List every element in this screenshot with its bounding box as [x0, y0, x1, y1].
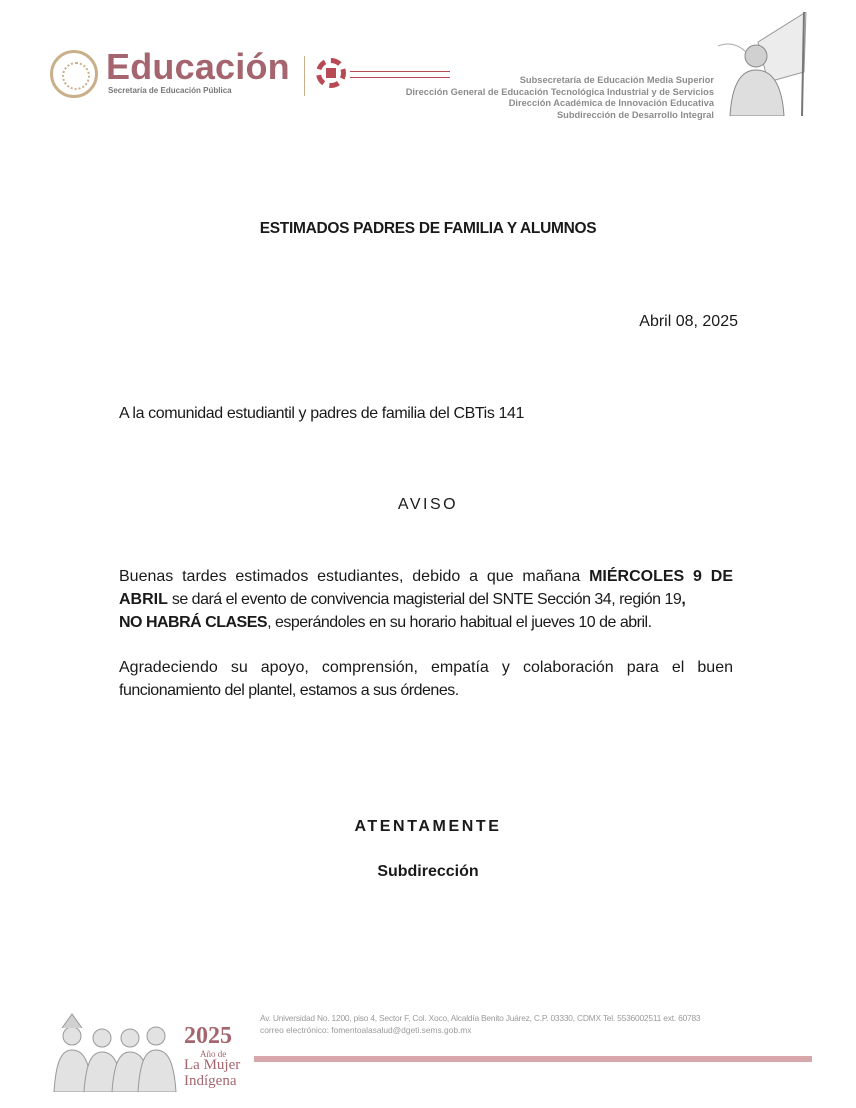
woman-with-flag-illustration-icon [718, 12, 810, 116]
p2-text-2: funcionamiento del plantel, estamos a sus órdenes. [119, 682, 459, 699]
footer-email: correo electrónico: fomentoalasalud@dgeti.sems.gob.mx [260, 1025, 472, 1035]
notice-paragraph [119, 565, 733, 634]
letter-date: Abril 08, 2025 [639, 313, 738, 330]
p1-date-bold: MIÉRCOLES 9 DE ABRIL [119, 568, 733, 608]
header-line-3: Dirección Académica de Innovación Educativa [508, 98, 714, 109]
notice-title: AVISO [397, 496, 459, 513]
p1-no-classes-bold: NO HABRÁ CLASES [119, 614, 268, 631]
education-logo-title: Educación [106, 46, 290, 87]
dgeti-gear-logo-icon [316, 58, 346, 88]
p2-text-1: Agradeciendo su apoyo, comprensión, empatía y colaboración para el buen [119, 659, 733, 676]
footer-address: Av. Universidad No. 1200, piso 4, Sector F, Col. Xoco, Alcaldía Benito Juárez, C.P. 03330, CDMX Tel. 5536002511 ext. 60783 [260, 1013, 701, 1023]
year-2025-text: 2025 [184, 1023, 232, 1049]
year-caption-2: La Mujer [184, 1057, 241, 1073]
footer-bar [254, 1056, 812, 1062]
p1-comma-bold: , [681, 591, 686, 608]
gratitude-paragraph [119, 656, 733, 702]
header-line-4: Subdirección de Desarrollo Integral [556, 110, 714, 121]
header-institution-lines [406, 75, 714, 122]
header-line-2: Dirección General de Educación Tecnológica Industrial y de Servicios [405, 86, 714, 97]
p1-text-1: Buenas tardes estimados estudiantes, debido a que mañana [119, 568, 590, 585]
letter-heading: ESTIMADOS PADRES DE FAMILIA Y ALUMNOS [259, 220, 597, 237]
p1-text-2: se dará el evento de convivencia magisterial del SNTE Sección 34, región 19 [167, 591, 682, 608]
indigenous-women-illustration-icon [50, 1010, 180, 1092]
year-caption-1: Año de [200, 1049, 227, 1059]
year-caption-3: Indígena [184, 1073, 237, 1089]
p1-text-3: , esperándoles en su horario habitual el jueves 10 de abril. [267, 614, 652, 631]
closing-text: ATENTAMENTE [354, 818, 502, 835]
signature-text: Subdirección [377, 863, 479, 880]
sep-seal-icon [50, 50, 98, 98]
header-line-1: Subsecretaría de Educación Media Superior [519, 75, 714, 85]
header-divider [304, 56, 305, 96]
letter-addressee: A la comunidad estudiantil y padres de familia del CBTis 141 [119, 405, 524, 422]
education-logo-subtitle: Secretaría de Educación Pública [108, 86, 232, 95]
